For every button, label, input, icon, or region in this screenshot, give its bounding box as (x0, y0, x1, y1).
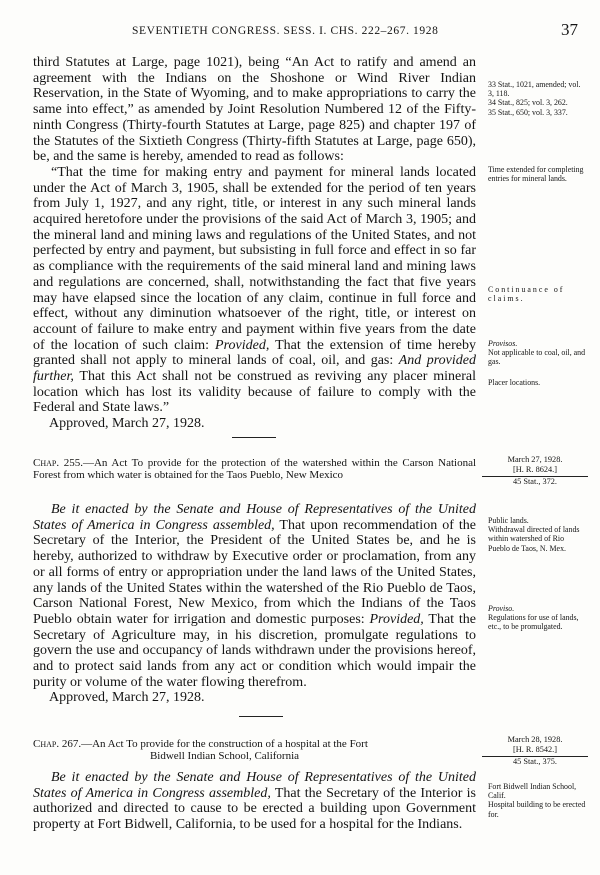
margin-continuance: Continuance of claims. (488, 285, 565, 304)
margin-school: Fort Bidwell Indian School, Calif. (488, 782, 577, 801)
citation-35-stat: 35 Stat., 650; vol. 3, 337. (488, 107, 568, 117)
chapter-255-text (33, 502, 476, 706)
margin-placer: Placer locations. (488, 378, 541, 387)
quote-body: “That the time for making entry and payment for mineral lands located under the Act of March 3, 1905, shall be extended for the period of ten years from July 1, 1927, and any right, title, or interest in any such mineral lands acquired heretofore under the provisions of the said Act of March 3, 1905; and the mineral land and mining laws and regulations of the United States, and not perfected by entry and payment, but subsisting in full force and effect in so far as compliance with the requirements of the said mineral land and mining laws and regulations are concerned, shall, notwithstanding the fact that five years may have elapsed since the location of any claim, continue in full force and effect, without any diminution whatsoever of the right, title, or interest on account of failure to make entry and payment within five years from the date of the location of such claim: (33, 164, 476, 353)
margin-proviso-regulations (482, 604, 586, 632)
margin-fort-bidwell (482, 782, 586, 819)
margin-withdrawal: Withdrawal directed of lands within watershed of Rio Pueblo de Taos, N. Mex. (488, 525, 580, 553)
enacting-clause: Be it enacted by the Senate and House of Representatives of the United States of America in Congress assembled, (33, 502, 476, 533)
chapter-title: —An Act To provide for the protection of the watershed within the Carson National Forest from which water is obtained for the Taos Pueblo, New Mexico (33, 457, 477, 482)
chapter-255-date-box (482, 455, 588, 487)
citation-34-stat: 34 Stat., 825; vol. 3, 262. (488, 98, 568, 108)
margin-provisos (482, 339, 586, 367)
chapter-267-date-box (482, 735, 588, 767)
enactment-date: March 27, 1928. (507, 455, 563, 464)
proviso-label: Provided, (369, 611, 424, 627)
proviso-text: That the extension of time hereby granted shall not apply to mineral lands of coal, oil, and gas: (33, 337, 477, 369)
body-text: That upon recommendation of the Secretary of the Interior, the President of the United States be, and he is hereby, authorized to withdraw by Executive order or proclamation, from any or all forms of entry or appropriation under the land laws of the United States, any lands of the United States within the watershed of the Rio Pueblo de Taos, Carson National Forest, New Mexico, from which the Indians of the Taos Pueblo obtain water for irrigation and domestic purposes: (33, 517, 476, 627)
chapter-title-line2: Bidwell Indian School, California (149, 750, 300, 763)
margin-provisos-label: Provisos. (488, 339, 518, 348)
section-amendment-text (33, 55, 476, 432)
chapter-number: Chap. 267. (33, 738, 82, 750)
page-number: 37 (561, 20, 578, 39)
chapter-267-body (33, 770, 476, 833)
approval-date: Approved, March 27, 1928. (49, 690, 205, 706)
margin-time-extended: Time extended for completing entries for mineral lands. (488, 165, 584, 184)
chapter-255-body (33, 502, 476, 690)
running-head: SEVENTIETH CONGRESS. SESS. I. CHS. 222–267. 1928 (132, 25, 439, 37)
amendment-quote (33, 165, 476, 416)
chapter-number: Chap. 255. (33, 457, 83, 469)
margin-proviso-label: Proviso. (488, 604, 515, 613)
proviso-label: Provided, (215, 337, 270, 353)
chapter-267-text (33, 770, 476, 833)
stat-citation: 45 Stat., 372. (512, 476, 558, 486)
margin-public-lands-label: Public lands. (488, 516, 529, 525)
body-text: That the Secretary of the Interior is authorized and directed to cause to be erected a building upon Government property at Fort Bidwell, California, to be used for a hospital for the Indians. (33, 785, 476, 833)
chapter-255-heading (33, 457, 476, 482)
margin-public-lands (482, 516, 586, 553)
margin-not-applicable: Not applicable to coal, oil, and gas. (488, 348, 586, 367)
margin-regulations: Regulations for use of lands, etc., to be promulgated. (488, 613, 579, 632)
bill-number: [H. R. 8542.] (482, 745, 588, 756)
margin-hospital: Hospital building to be erected for. (488, 800, 586, 819)
section-divider (232, 437, 276, 438)
further-proviso-text: That this Act shall not be construed as reviving any placer mineral location which has lost its validity because of failure to comply with the Federal and State laws.” (33, 369, 476, 416)
chapter-title-line1: —An Act To provide for the construction of a hospital at the Fort (81, 738, 368, 750)
margin-citations (482, 80, 586, 117)
citation-33-stat: 33 Stat., 1021, amended; vol. 3, 118. (488, 80, 581, 99)
chapter-267-heading (33, 738, 476, 763)
section-divider (239, 716, 283, 717)
further-proviso-label: And provided further, (33, 353, 476, 385)
approval-date: Approved, March 27, 1928. (49, 416, 205, 432)
enacting-clause: Be it enacted by the Senate and House of Representatives of the United States of America in Congress assembled, (33, 770, 476, 801)
amendment-intro: third Statutes at Large, page 1021), being “An Act to ratify and amend an agreement with the Indians on the Shoshone or Wind River Indian Reservation, in the State of Wyoming, and to make appropriations to carry the same into effect,” as amended by Joint Resolution Numbered 12 of the Fifty-ninth Congress (Thirty-fourth Statutes at Large, page 825) and chapter 197 of the Statutes of the Sixtieth Congress (Thirty-fifth Statutes at Large, page 650), be, and the same is hereby, amended to read as follows: (33, 55, 476, 165)
stat-citation: 45 Stat., 375. (512, 756, 558, 766)
page-header (34, 22, 582, 42)
enactment-date: March 28, 1928. (507, 735, 563, 744)
bill-number: [H. R. 8624.] (482, 465, 588, 476)
proviso-text: That the Secretary of Agriculture may, in his discretion, promulgate regulations to govern the use and occupancy of lands withdrawn under the provisions hereof, and to protect said lands from any act or condition which would impair the purity or volume of the water flowing therefrom. (33, 611, 476, 690)
